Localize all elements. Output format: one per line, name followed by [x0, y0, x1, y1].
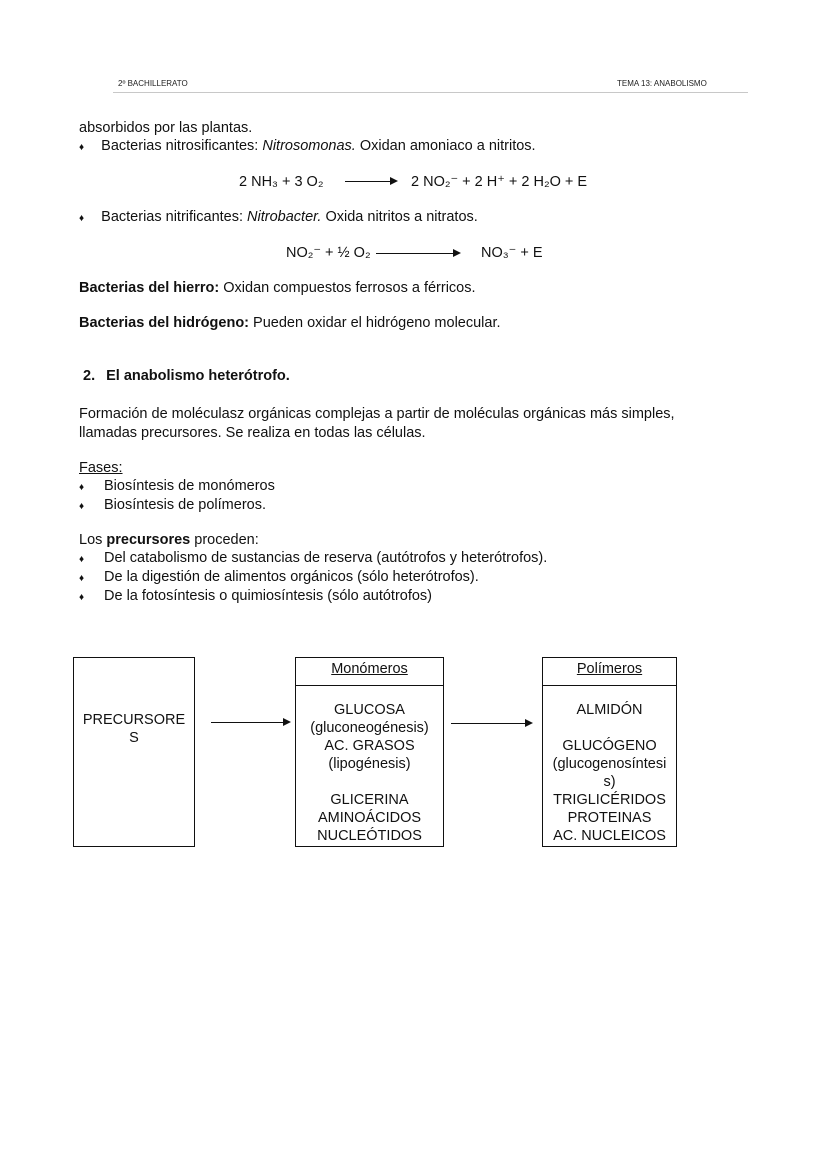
paragraph-line-2: llamadas precursores. Se realiza en todas las células.: [79, 425, 426, 441]
bullet-icon: ♦: [79, 142, 85, 153]
list-item: s): [603, 774, 616, 790]
eq1-arrow-icon: [390, 177, 398, 185]
nitrificantes-rest: Oxida nitritos a nitratos.: [321, 209, 478, 225]
precursores-box-line: S: [129, 730, 139, 746]
precursores-item: [79, 549, 548, 569]
eq2-right: NO₃⁻ + E: [481, 245, 543, 261]
list-item: AC. NUCLEICOS: [553, 828, 666, 844]
section-title-text: El anabolismo heterótrofo.: [106, 368, 290, 384]
polimeros-box: [542, 657, 677, 847]
diagram-arrow-1-icon: [283, 718, 291, 726]
fases-item-text: Biosíntesis de polímeros.: [104, 497, 266, 513]
list-item: AC. GRASOS: [324, 738, 415, 754]
paragraph-line-1: Formación de moléculasz orgánicas complejas a partir de moléculas orgánicas más simples,: [79, 406, 675, 422]
bullet-icon: ♦: [79, 501, 85, 512]
precursores-intro: [79, 531, 259, 550]
bullet-icon: ♦: [79, 592, 85, 603]
monomeros-box: [295, 657, 444, 847]
diagram-arrow-2-icon: [525, 719, 533, 727]
list-item: TRIGLICÉRIDOS: [553, 792, 666, 808]
list-item: (glucogenosíntesi: [552, 756, 667, 772]
nitrosificantes-genus: Nitrosomonas.: [262, 138, 356, 154]
precursores-item-text: De la digestión de alimentos orgánicos (sólo heterótrofos).: [104, 569, 479, 585]
list-item: ALMIDÓN: [576, 702, 643, 718]
nitrificantes-genus: Nitrobacter.: [247, 209, 322, 225]
bullet-icon: ♦: [79, 213, 85, 224]
precursores-box-line: PRECURSORE: [82, 712, 186, 728]
precursores-intro-post: proceden:: [190, 532, 259, 548]
bullet-nitrosificantes: [79, 137, 536, 157]
nitrosificantes-label: Bacterias nitrosificantes:: [101, 138, 263, 154]
eq1-right: 2 NO₂⁻ + 2 H⁺ + 2 H₂O + E: [411, 174, 588, 190]
fases-item: [79, 477, 275, 497]
intro-line: absorbidos por las plantas.: [79, 120, 253, 136]
precursores-item: [79, 587, 433, 607]
precursores-box: [73, 657, 195, 847]
polimeros-title: [543, 658, 676, 686]
bullet-icon: ♦: [79, 482, 85, 493]
nitrificantes-label: Bacterias nitrificantes:: [101, 209, 248, 225]
header-divider: [113, 92, 748, 93]
eq2-left: NO₂⁻ + ½ O₂: [286, 245, 371, 261]
fases-item: [79, 496, 266, 516]
bullet-icon: ♦: [79, 554, 85, 565]
monomeros-list: [296, 701, 443, 845]
list-item: GLICERINA: [330, 792, 409, 808]
eq1-arrow-line: [345, 181, 390, 182]
hidrogeno-bold: Bacterias del hidrógeno:: [79, 315, 250, 331]
hidrogeno-line: [79, 314, 501, 333]
polimeros-list: [543, 701, 676, 845]
bullet-nitrificantes: [79, 208, 478, 228]
diagram-arrow-1-line: [211, 722, 283, 723]
list-item: NUCLEÓTIDOS: [317, 828, 422, 844]
hierro-line: [79, 279, 476, 298]
diagram-arrow-2-line: [451, 723, 525, 724]
section-title: [83, 367, 290, 386]
nitrosificantes-rest: Oxidan amoniaco a nitritos.: [355, 138, 536, 154]
eq2-arrow-icon: [453, 249, 461, 257]
monomeros-title: [296, 658, 443, 686]
list-item: GLUCÓGENO: [562, 738, 657, 754]
monomeros-title-text: Monómeros: [331, 661, 408, 677]
hierro-rest: Oxidan compuestos ferrosos a férricos.: [219, 280, 476, 296]
precursores-item: [79, 568, 479, 588]
hierro-bold: Bacterias del hierro:: [79, 280, 220, 296]
header-left: 2º BACHILLERATO: [118, 79, 188, 88]
list-item: (gluconeogénesis): [310, 720, 429, 736]
list-item: (lipogénesis): [328, 756, 411, 772]
header-right: TEMA 13: ANABOLISMO: [617, 79, 707, 88]
section-number: 2.: [83, 368, 96, 384]
precursores-item-text: Del catabolismo de sustancias de reserva (autótrofos y heterótrofos).: [104, 550, 548, 566]
list-item: [543, 719, 676, 737]
polimeros-title-text: Polímeros: [576, 661, 643, 677]
list-item: [296, 773, 443, 791]
precursores-item-text: De la fotosíntesis o quimiosíntesis (sólo autótrofos): [104, 588, 433, 604]
fases-title: Fases:: [79, 460, 123, 476]
hidrogeno-rest: Pueden oxidar el hidrógeno molecular.: [249, 315, 501, 331]
fases-item-text: Biosíntesis de monómeros: [104, 478, 275, 494]
bullet-icon: ♦: [79, 573, 85, 584]
list-item: PROTEINAS: [567, 810, 652, 826]
eq1-left: 2 NH₃ + 3 O₂: [239, 174, 324, 190]
precursores-intro-bold: precursores: [106, 532, 191, 548]
list-item: GLUCOSA: [334, 702, 405, 718]
eq2-arrow-line: [376, 253, 453, 254]
precursores-intro-pre: Los: [79, 532, 107, 548]
list-item: AMINOÁCIDOS: [317, 810, 422, 826]
